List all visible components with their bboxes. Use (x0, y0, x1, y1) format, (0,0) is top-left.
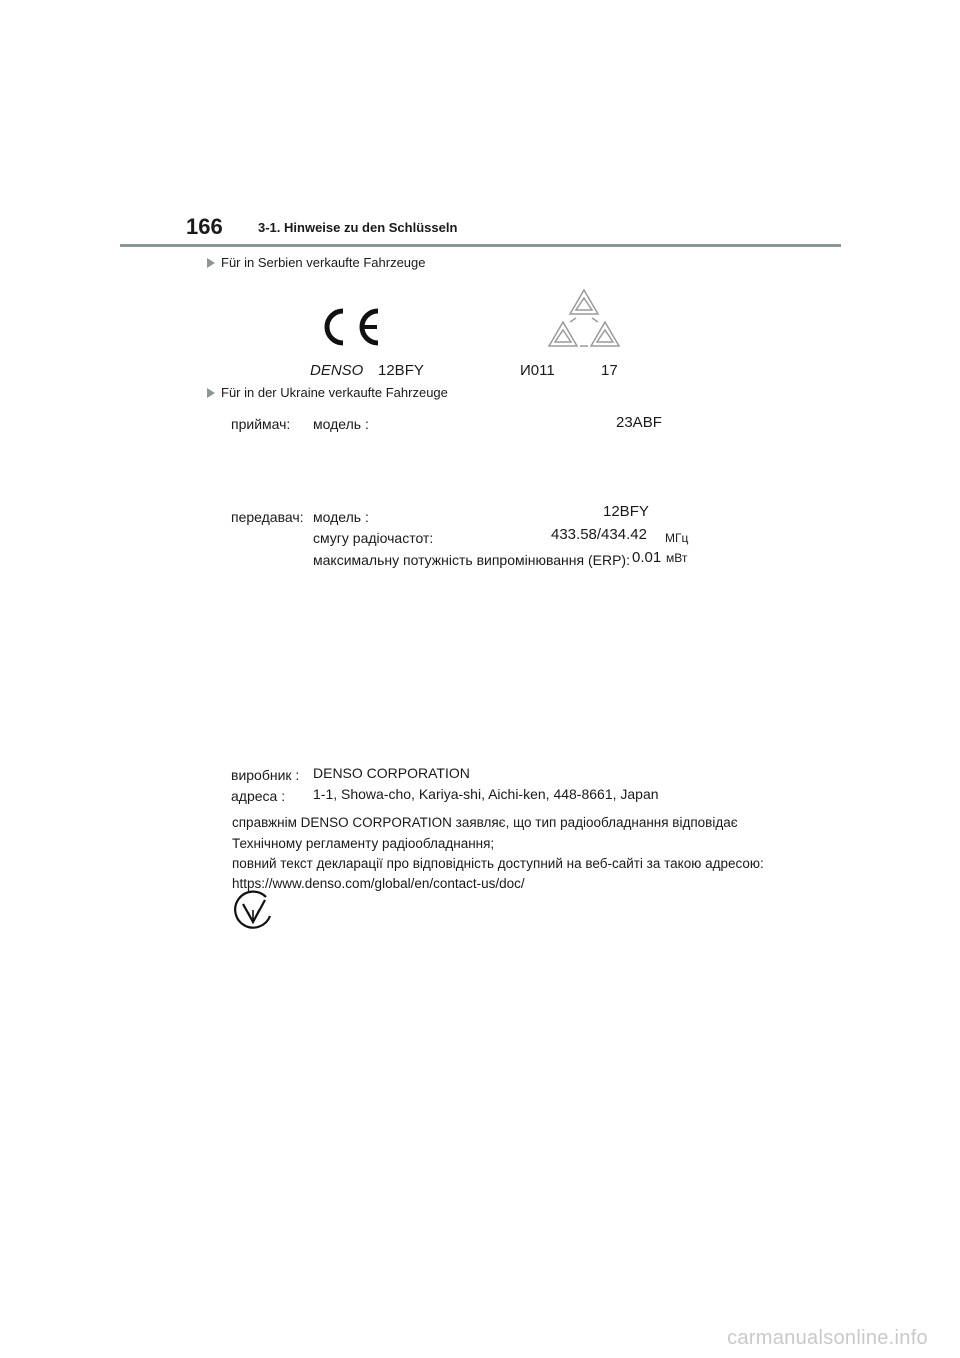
declaration-line-2: Технічному регламенту радіообладнання; (232, 836, 495, 851)
serbia-code-number: 17 (601, 362, 618, 379)
serbia-maker: DENSO (310, 362, 364, 379)
manufacturer-name: DENSO CORPORATION (313, 765, 470, 781)
triangle-bullet-icon (207, 258, 215, 268)
manufacturer-label: виробник : (231, 767, 300, 783)
power-label: максимальну потужність випромінювання (ERP): (313, 552, 630, 568)
serbia-model: 12BFY (378, 362, 424, 379)
header-divider (120, 244, 841, 247)
declaration-line-1: справжнім DENSO CORPORATION заявляє, що тип радіообладнання відповідає (232, 815, 738, 830)
declaration-line-3: повний текст декларації про відповідність доступний на веб-сайті за такою адресою: (232, 856, 764, 871)
transmitter-label: передавач: (231, 509, 304, 525)
receiver-model: 23ABF (616, 414, 662, 431)
receiver-model-label: модель : (313, 416, 369, 432)
band-value: 433.58/434.42 (551, 526, 647, 543)
declaration-url: https://www.denso.com/global/en/contact-us/doc/ (232, 876, 525, 891)
power-unit: мВт (666, 551, 688, 565)
address-value: 1-1, Showa-cho, Kariya-shi, Aichi-ken, 448-8661, Japan (313, 786, 659, 802)
ukrainian-conformity-mark-icon (232, 890, 276, 932)
band-unit: МГц (665, 531, 689, 545)
power-value: 0.01 (632, 549, 662, 566)
page-number: 166 (186, 214, 223, 239)
bullet-serbia-text: Für in Serbien verkaufte Fahrzeuge (221, 255, 426, 270)
triangle-bullet-icon (207, 388, 215, 398)
watermark: carmanualsonline.info (727, 1327, 928, 1349)
serbia-code: И011 (520, 362, 555, 379)
bullet-ukraine (207, 385, 448, 400)
section-title: 3-1. Hinweise zu den Schlüsseln (258, 220, 458, 235)
receiver-label: приймач: (231, 416, 291, 432)
transmitter-model: 12BFY (603, 503, 649, 520)
serbian-conformity-triangle-icon (548, 288, 624, 358)
band-label: смугу радіочастот: (313, 530, 434, 546)
ce-mark-icon (318, 305, 388, 349)
bullet-serbia (207, 255, 426, 270)
transmitter-model-label: модель : (313, 509, 369, 525)
address-label: адреса : (231, 788, 286, 804)
bullet-ukraine-text: Für in der Ukraine verkaufte Fahrzeuge (221, 385, 448, 400)
